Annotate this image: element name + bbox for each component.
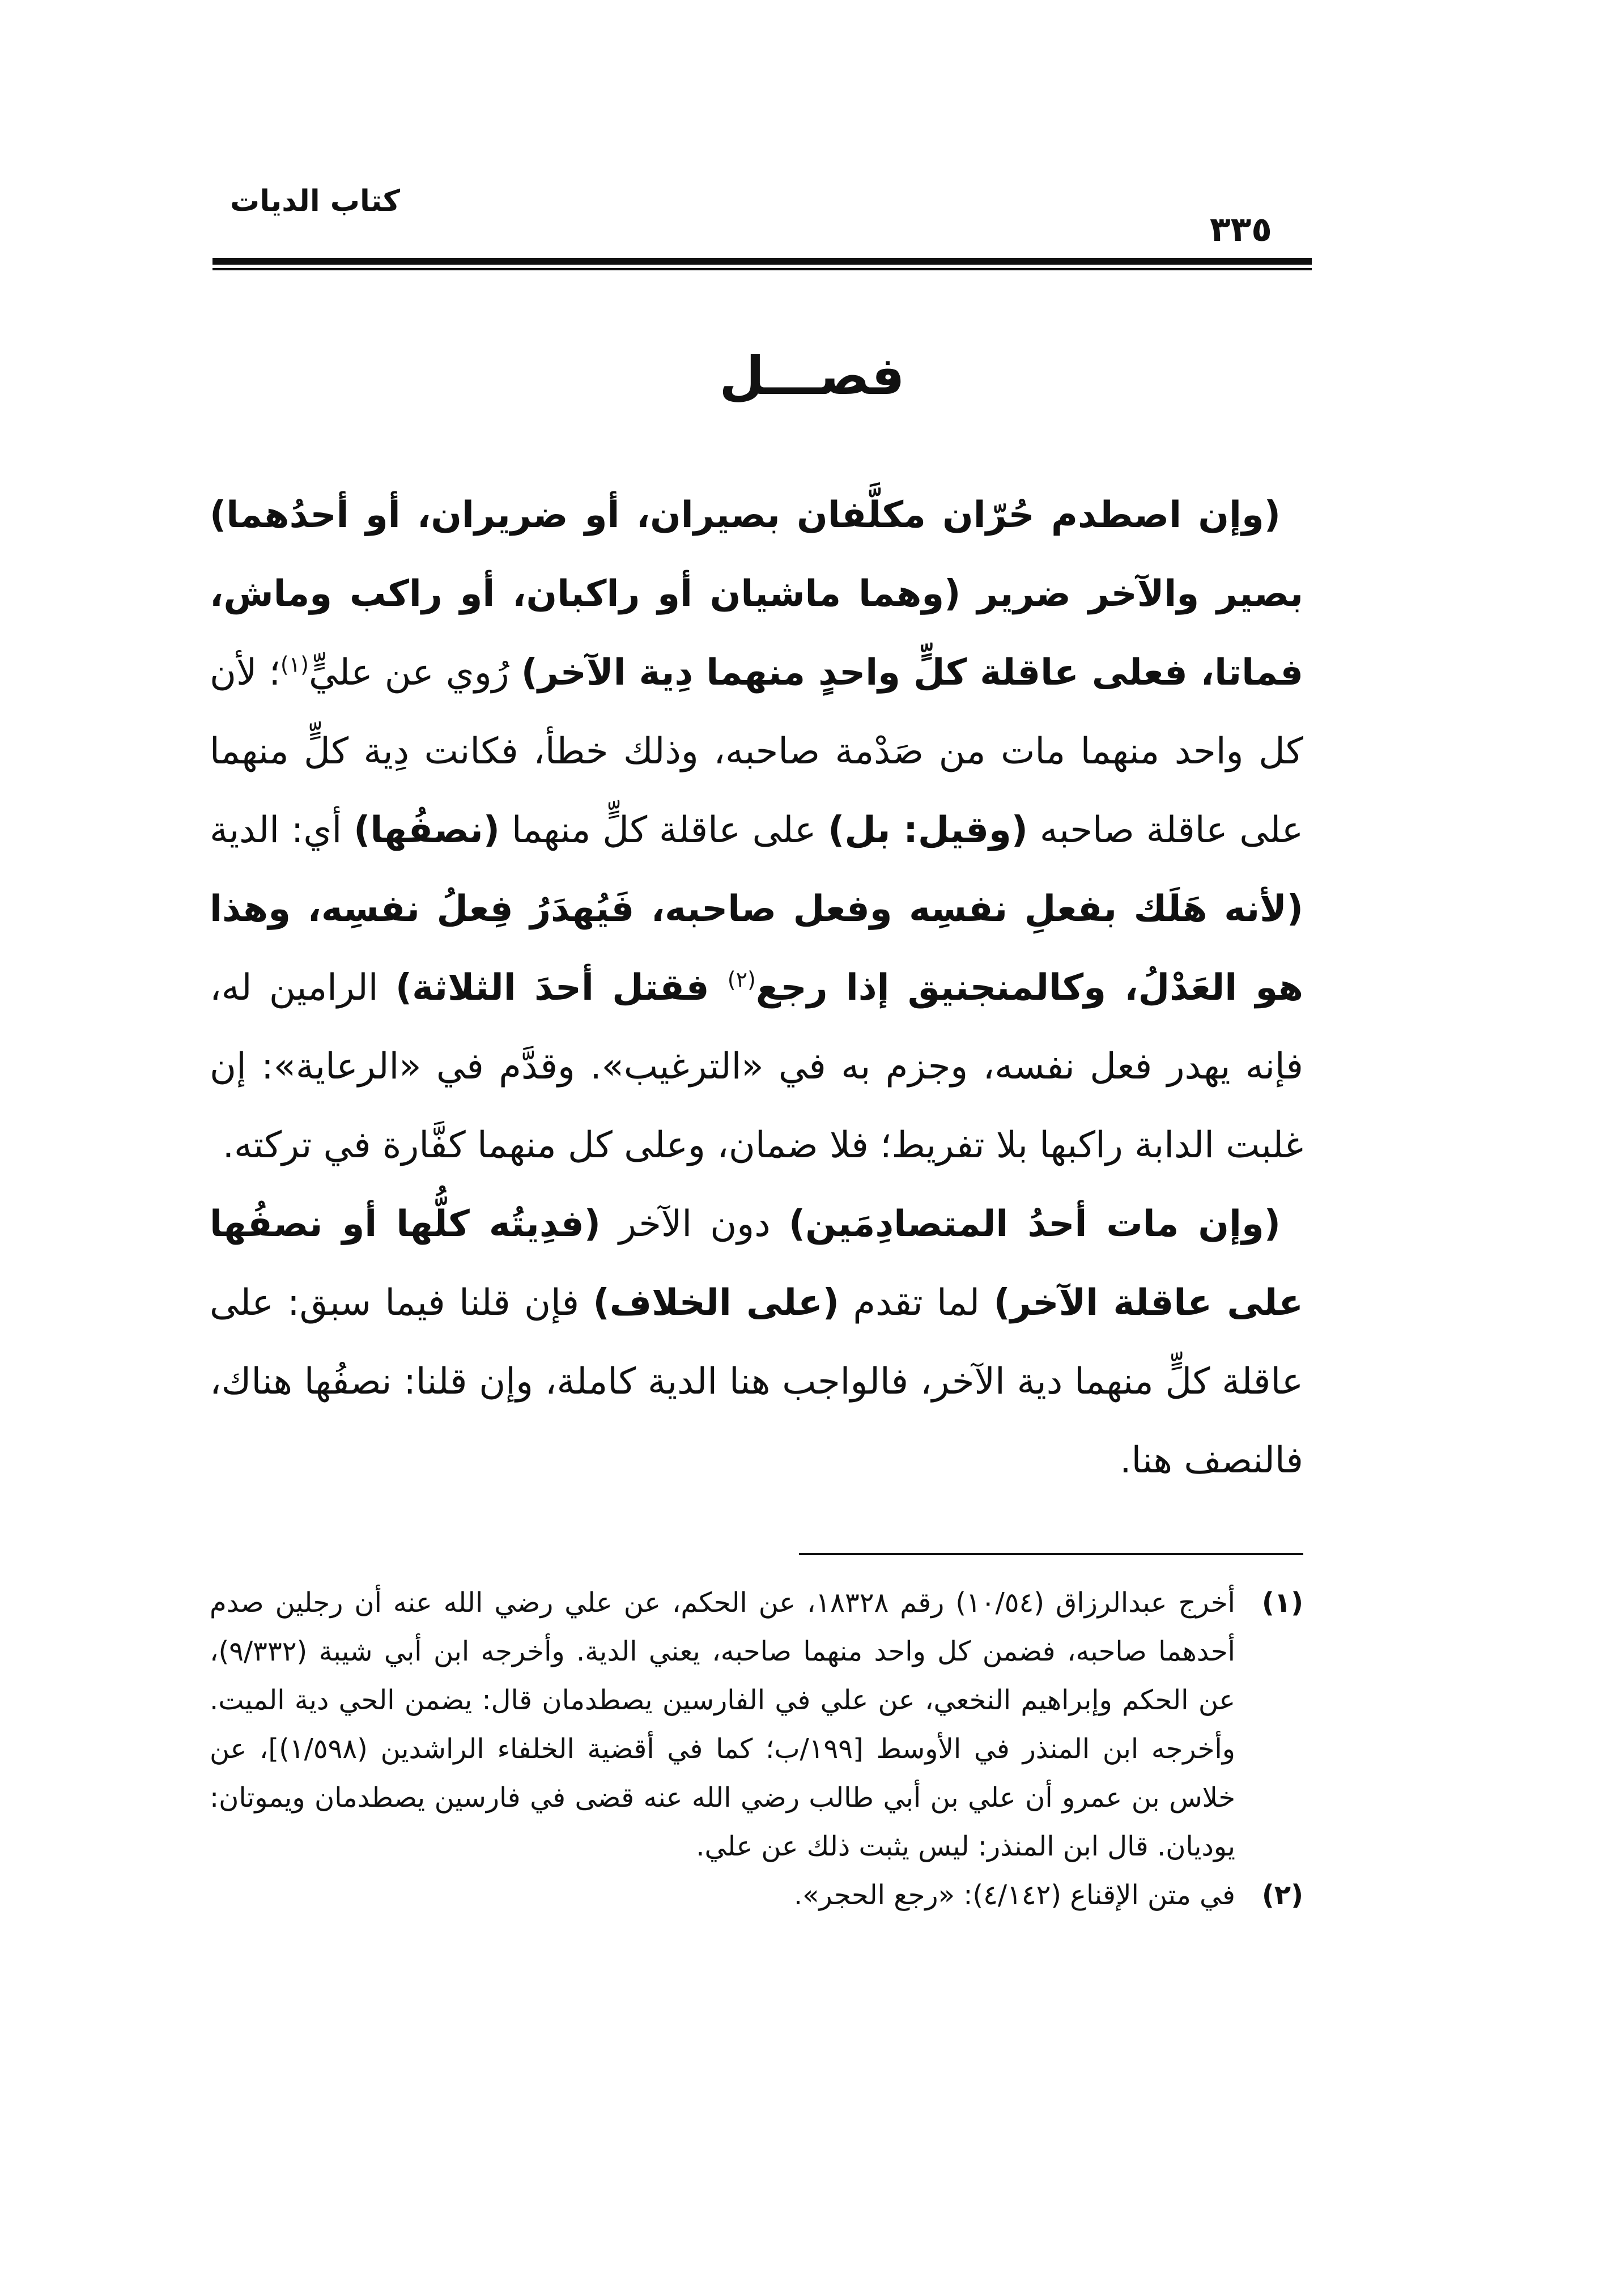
paragraph-1 [210, 476, 1303, 1185]
matn-text: فقتل أحدَ الثلاثة) [395, 967, 728, 1009]
footnote-ref-1[interactable]: (١) [280, 652, 309, 677]
sharh-text: لما تقدم [839, 1282, 994, 1324]
footnote-text: أخرج عبدالرزاق (١٠/٥٤) رقم ١٨٣٢٨، عن الحكم، عن علي رضي الله عنه أن رجلين صدم أحدهما صاحبه، فضمن كل واحد منهما صاحبه، يعني الدية. وأخرجه ابن أبي شيبة (٩/٣٣٢)، عن الحكم وإبراهيم النخعي، عن علي في الفارسين يصطدمان قال: يضمن الحي دية الميت. وأخرجه ابن المنذر في الأوسط [١٩٩/ب؛ كما في أقضية الخلفاء الراشدين (١/٥٩٨)]، عن خلاس بن عمرو أن علي بن أبي طالب رضي الله عنه قضى في فارسين يصطدمان ويموتان: يوديان. قال ابن المنذر: ليس يثبت ذلك عن علي. [210, 1587, 1235, 1862]
footnote-number: (١) [1261, 1587, 1303, 1619]
sharh-text: رُوي عن عليٍّ [309, 652, 521, 694]
sharh-text: فإن قلنا فيما سبق: على عاقلة كلٍّ منهما دية الآخر، فالواجب هنا الدية كاملة، وإن قلنا: نصفُها هناك، فالنصف هنا. [210, 1282, 1303, 1481]
matn-text: (فدِيتُه كلُّها أو نصفُها على عاقلة الآخر) [210, 1203, 1304, 1324]
running-header-title: كتاب الديات [229, 184, 400, 218]
footnotes [210, 1578, 1303, 1920]
matn-text: (وإن اصطدم حُرّان مكلَّفان بصيران، أو ضريران، أو أحدُهما) بصير والآخر ضرير [210, 494, 1304, 615]
paragraph-2 [210, 1185, 1303, 1500]
sharh-text: الرامين له، فإنه يهدر فعل نفسه، وجزم به في «الترغيب». وقدَّم في «الرعاية»: إن غلبت الدابة راكبها بلا تفريط؛ فلا ضمان، وعلى كل منهما كفَّارة في تركته. [210, 967, 1303, 1166]
sharh-text: على عاقلة كلٍّ منهما [500, 809, 828, 851]
footnote-2 [210, 1871, 1303, 1920]
matn-text: (نصفُها) [354, 809, 500, 851]
matn-text: (وقيل: بل) [828, 809, 1028, 851]
sharh-text: أي: الدية [210, 809, 354, 851]
page-number: ٣٣٥ [1210, 210, 1272, 249]
footnote-ref-2[interactable]: (٢) [727, 967, 756, 992]
section-heading: فصـــل [719, 346, 905, 406]
matn-text: (وإن مات أحدُ المتصادِمَين) [788, 1203, 1281, 1245]
sharh-text: ؛ لأن كل واحد منهما مات من صَدْمة صاحبه، وذلك خطأ، فكانت دِية كلٍّ منهما على عاقلة صاحبه [210, 652, 1303, 851]
main-text [210, 476, 1303, 1500]
sharh-text: دون الآخر [600, 1203, 789, 1245]
footnote-number: (٢) [1261, 1879, 1303, 1911]
matn-text: (وهما ماشيان أو راكبان، أو راكب وماش، فماتا، فعلى عاقلة كلٍّ واحدٍ منهما دِية الآخر) [210, 573, 1304, 694]
footnote-text: في متن الإقناع (٤/١٤٢): «رجع الحجر». [793, 1879, 1235, 1911]
matn-text: (لأنه هَلَك بفعلِ نفسِه وفعل صاحبه، فَيُهدَرُ فِعلُ نفسِه، وهذا هو العَدْلُ، وكالمنجنيق إذا رجع [210, 888, 1304, 1009]
footnote-1 [210, 1578, 1303, 1871]
footnote-separator [799, 1553, 1303, 1555]
header-rule [212, 258, 1312, 270]
matn-text: (على الخلاف) [593, 1282, 839, 1324]
